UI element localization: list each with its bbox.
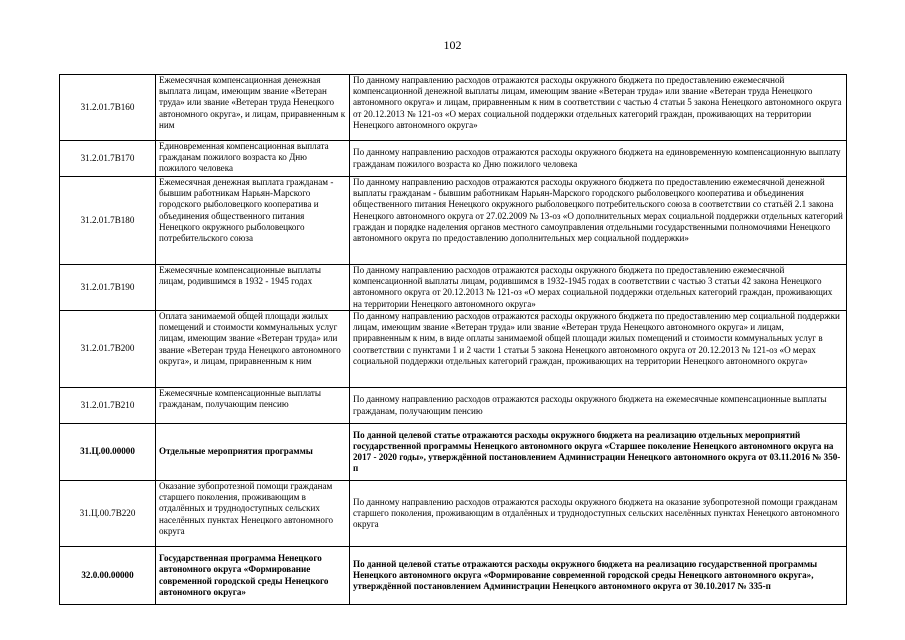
expense-description: По данной целевой статье отражаются расходы окружного бюджета на реализацию государственной программы Ненецкого автономного округа «Формирование современной городской среды Ненецкого автономного округа», утверждённой постановлением Администрации Ненецкого автономного округа от 30.10.2017 № 335-п xyxy=(350,547,847,605)
table-row xyxy=(60,481,847,547)
table-row xyxy=(60,265,847,311)
target-article-code: 31.2.01.7В180 xyxy=(60,177,156,265)
table-row xyxy=(60,388,847,424)
expense-direction-name: Государственная программа Ненецкого автономного округа «Формирование современной городской среды Ненецкого автономного округа» xyxy=(156,547,350,605)
target-article-code: 31.2.01.7В200 xyxy=(60,311,156,388)
expense-description: По данному направлению расходов отражаются расходы окружного бюджета на оказание зубопротезной помощи гражданам старшего поколения, проживающим в отдалённых и труднодоступных сельских населённых пунктах Ненецкого автономного округа xyxy=(350,481,847,547)
target-article-code: 31.Ц.00.00000 xyxy=(60,424,156,481)
table-row xyxy=(60,311,847,388)
expense-description: По данному направлению расходов отражаются расходы окружного бюджета по предоставлению ежемесячной компенсационной выплаты лицам, родившимся в 1932-1945 годах в соответствии с частью 3 статьи 42 закона Ненецкого автономного округа от 20.12.2013 № 121-оз «О мерах социальной поддержки отдельных категорий граждан, проживающих на территории Ненецкого автономного округа» xyxy=(350,265,847,311)
target-article-code: 31.2.01.7В160 xyxy=(60,75,156,141)
expense-direction-name: Ежемесячные компенсационные выплаты гражданам, получающим пенсию xyxy=(156,388,350,424)
expense-direction-name: Единовременная компенсационная выплата гражданам пожилого возраста ко Дню пожилого человека xyxy=(156,141,350,177)
table-row xyxy=(60,547,847,605)
table-row xyxy=(60,177,847,265)
expense-description: По данному направлению расходов отражаются расходы окружного бюджета на единовременную компенсационную выплату гражданам пожилого возраста ко Дню пожилого человека xyxy=(350,141,847,177)
table-row xyxy=(60,75,847,141)
expense-direction-name: Отдельные мероприятия программы xyxy=(156,424,350,481)
target-article-code: 31.2.01.7В210 xyxy=(60,388,156,424)
expense-description: По данному направлению расходов отражаются расходы окружного бюджета на ежемесячные компенсационные выплаты гражданам, получающим пенсию xyxy=(350,388,847,424)
expense-direction-name: Оплата занимаемой общей площади жилых помещений и стоимости коммунальных услуг лицам, имеющим звание «Ветеран труда» или звание «Ветеран труда Ненецкого автономного округа», и лицам, приравненным к ним xyxy=(156,311,350,388)
expense-description: По данному направлению расходов отражаются расходы окружного бюджета по предоставлению мер социальной поддержки лицам, имеющим звание «Ветеран труда» или звание «Ветеран труда Ненецкого автономного округа» и лицам, приравненным к ним, в виде оплаты занимаемой общей площади жилых помещений и стоимости коммунальных услуг в соответствии с пунктами 1 и 2 части 1 статьи 5 закона Ненецкого автономного округа от 20.12.2013 № 121-оз «О мерах социальной поддержки отдельных категорий граждан, проживающих на территории Ненецкого автономного округа» xyxy=(350,311,847,388)
page-number: 102 xyxy=(443,38,462,52)
target-article-code: 31.2.01.7В170 xyxy=(60,141,156,177)
target-article-code: 31.Ц.00.7В220 xyxy=(60,481,156,547)
expense-description: По данному направлению расходов отражаются расходы окружного бюджета по предоставлению ежемесячной денежной выплаты гражданам - бывшим работникам Нарьян-Марского городского рыболовецкого кооператива и объединения общественного питания Ненецкого окружного рыболовецкого потребительского союза в соответствии со статьёй 2.1 закона Ненецкого автономного округа от 27.02.2009 № 13-оз «О дополнительных мерах социальной поддержки отдельных категорий граждан и порядке наделения органов местного самоуправления отдельными государственными полномочиями Ненецкого автономного округа по предоставлению дополнительных мер социальной поддержки» xyxy=(350,177,847,265)
expense-direction-name: Ежемесячная денежная выплата гражданам - бывшим работникам Нарьян-Марского городского рыболовецкого кооператива и объединения общественного питания Ненецкого окружного рыболовецкого потребительского союза xyxy=(156,177,350,265)
table-row xyxy=(60,424,847,481)
table-row xyxy=(60,141,847,177)
expense-direction-name: Ежемесячные компенсационные выплаты лицам, родившимся в 1932 - 1945 годах xyxy=(156,265,350,311)
target-article-code: 32.0.00.00000 xyxy=(60,547,156,605)
budget-classification-table xyxy=(59,74,847,605)
target-article-code: 31.2.01.7В190 xyxy=(60,265,156,311)
expense-direction-name: Оказание зубопротезной помощи гражданам старшего поколения, проживающим в отдалённых и труднодоступных сельских населённых пунктах Ненецкого автономного округа xyxy=(156,481,350,547)
expense-description: По данной целевой статье отражаются расходы окружного бюджета на реализацию отдельных мероприятий государственной программы Ненецкого автономного округа «Старшее поколение Ненецкого автономного округа на 2017 - 2020 годы», утверждённой постановлением Администрации Ненецкого автономного округа от 03.11.2016 № 350-п xyxy=(350,424,847,481)
expense-description: По данному направлению расходов отражаются расходы окружного бюджета по предоставлению ежемесячной компенсационной денежной выплаты лицам, имеющим звание «Ветеран труда» или звание «Ветеран труда Ненецкого автономного округа» и лицам, приравненным к ним в соответствии с частью 4 статьи 5 закона Ненецкого автономного округа от 20.12.2013 № 121-оз «О мерах социальной поддержки отдельных категорий граждан, проживающих на территории Ненецкого автономного округа» xyxy=(350,75,847,141)
expense-direction-name: Ежемесячная компенсационная денежная выплата лицам, имеющим звание «Ветеран труда» или звание «Ветеран труда Ненецкого автономного округа», и лицам, приравненным к ним xyxy=(156,75,350,141)
